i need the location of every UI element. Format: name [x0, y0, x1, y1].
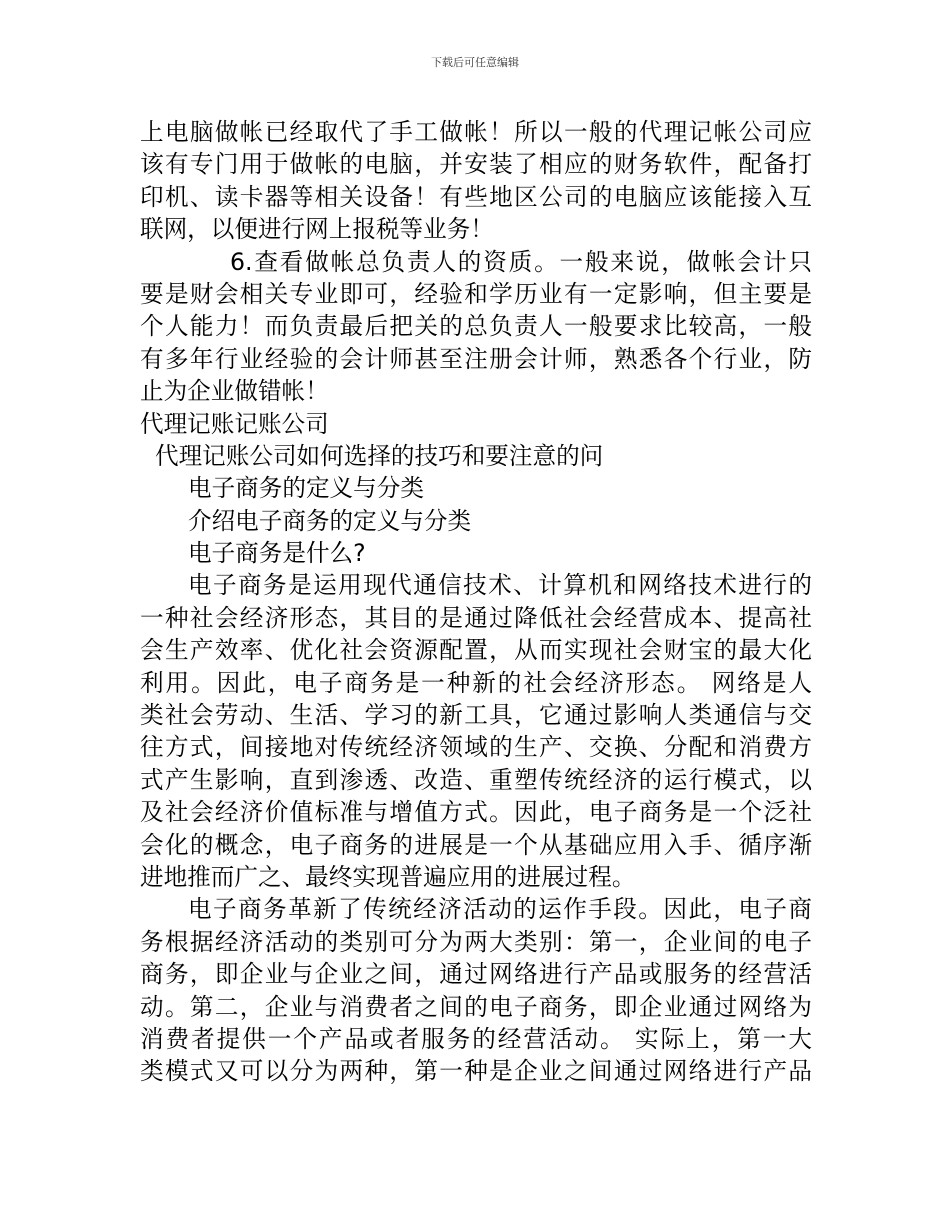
- section-heading: 代理记账记账公司: [140, 409, 329, 438]
- section-heading: 电子商务的定义与分类: [188, 474, 424, 503]
- text-line: 电子商务革新了传统经济活动的运作手段。因此，电子商: [188, 895, 812, 924]
- text-line: 该有专门用于做帐的电脑，并安装了相应的财务软件，配备打: [140, 150, 812, 179]
- section-heading: 代理记账公司如何选择的技巧和要注意的问: [155, 441, 604, 470]
- text-line: 会生产效率、优化社会资源配置，从而实现社会财宝的最大化: [140, 636, 812, 665]
- text-line: 务根据经济活动的类别可分为两大类别：第一，企业间的电子: [140, 927, 812, 956]
- text-line: 会化的概念，电子商务的进展是一个从基础应用入手、循序渐: [140, 830, 812, 859]
- text-line: 消费者提供一个产品或者服务的经营活动。 实际上，第一大: [140, 1024, 812, 1053]
- text-line: 电子商务是运用现代通信技术、计算机和网络技术进行的: [188, 571, 812, 600]
- section-heading: 介绍电子商务的定义与分类: [188, 506, 472, 535]
- text-line: 个人能力！而负责最后把关的总负责人一般要求比较高，一般: [140, 312, 812, 341]
- text-line: 商务，即企业与企业之间，通过网络进行产品或服务的经营活: [140, 960, 812, 989]
- text-line: 止为企业做错帐！: [140, 377, 329, 406]
- text-line: 要是财会相关专业即可，经验和学历业有一定影响，但主要是: [140, 279, 812, 308]
- text-line: 式产生影响，直到渗透、改造、重塑传统经济的运行模式，以: [140, 765, 812, 794]
- text-line: 6.查看做帐总负责人的资质。一般来说，做帐会计只: [230, 247, 812, 276]
- text-line: 及社会经济价值标准与增值方式。因此，电子商务是一个泛社: [140, 798, 812, 827]
- text-line: 有多年行业经验的会计师甚至注册会计师，熟悉各个行业，防: [140, 344, 812, 373]
- text-line: 一种社会经济形态，其目的是通过降低社会经营成本、提高社: [140, 603, 812, 632]
- text-line: 往方式，间接地对传统经济领域的生产、交换、分配和消费方: [140, 733, 812, 762]
- text-line: 印机、读卡器等相关设备！有些地区公司的电脑应该能接入互: [140, 182, 812, 211]
- text-line: 利用。因此，电子商务是一种新的社会经济形态。 网络是人: [140, 668, 812, 697]
- page-header-note: 下载后可任意编辑: [431, 56, 519, 69]
- section-heading: 电子商务是什么?: [188, 539, 366, 568]
- text-line: 类社会劳动、生活、学习的新工具，它通过影响人类通信与交: [140, 701, 812, 730]
- text-line: 动。第二，企业与消费者之间的电子商务，即企业通过网络为: [140, 992, 812, 1021]
- text-line: 进地推而广之、最终实现普遍应用的进展过程。: [140, 862, 636, 891]
- document-body: [140, 116, 812, 1088]
- text-line: 类模式又可以分为两种，第一种是企业之间通过网络进行产品: [140, 1057, 812, 1086]
- text-line: 联网，以便进行网上报税等业务！: [140, 215, 494, 244]
- text-line: 上电脑做帐已经取代了手工做帐！所以一般的代理记帐公司应: [140, 118, 812, 146]
